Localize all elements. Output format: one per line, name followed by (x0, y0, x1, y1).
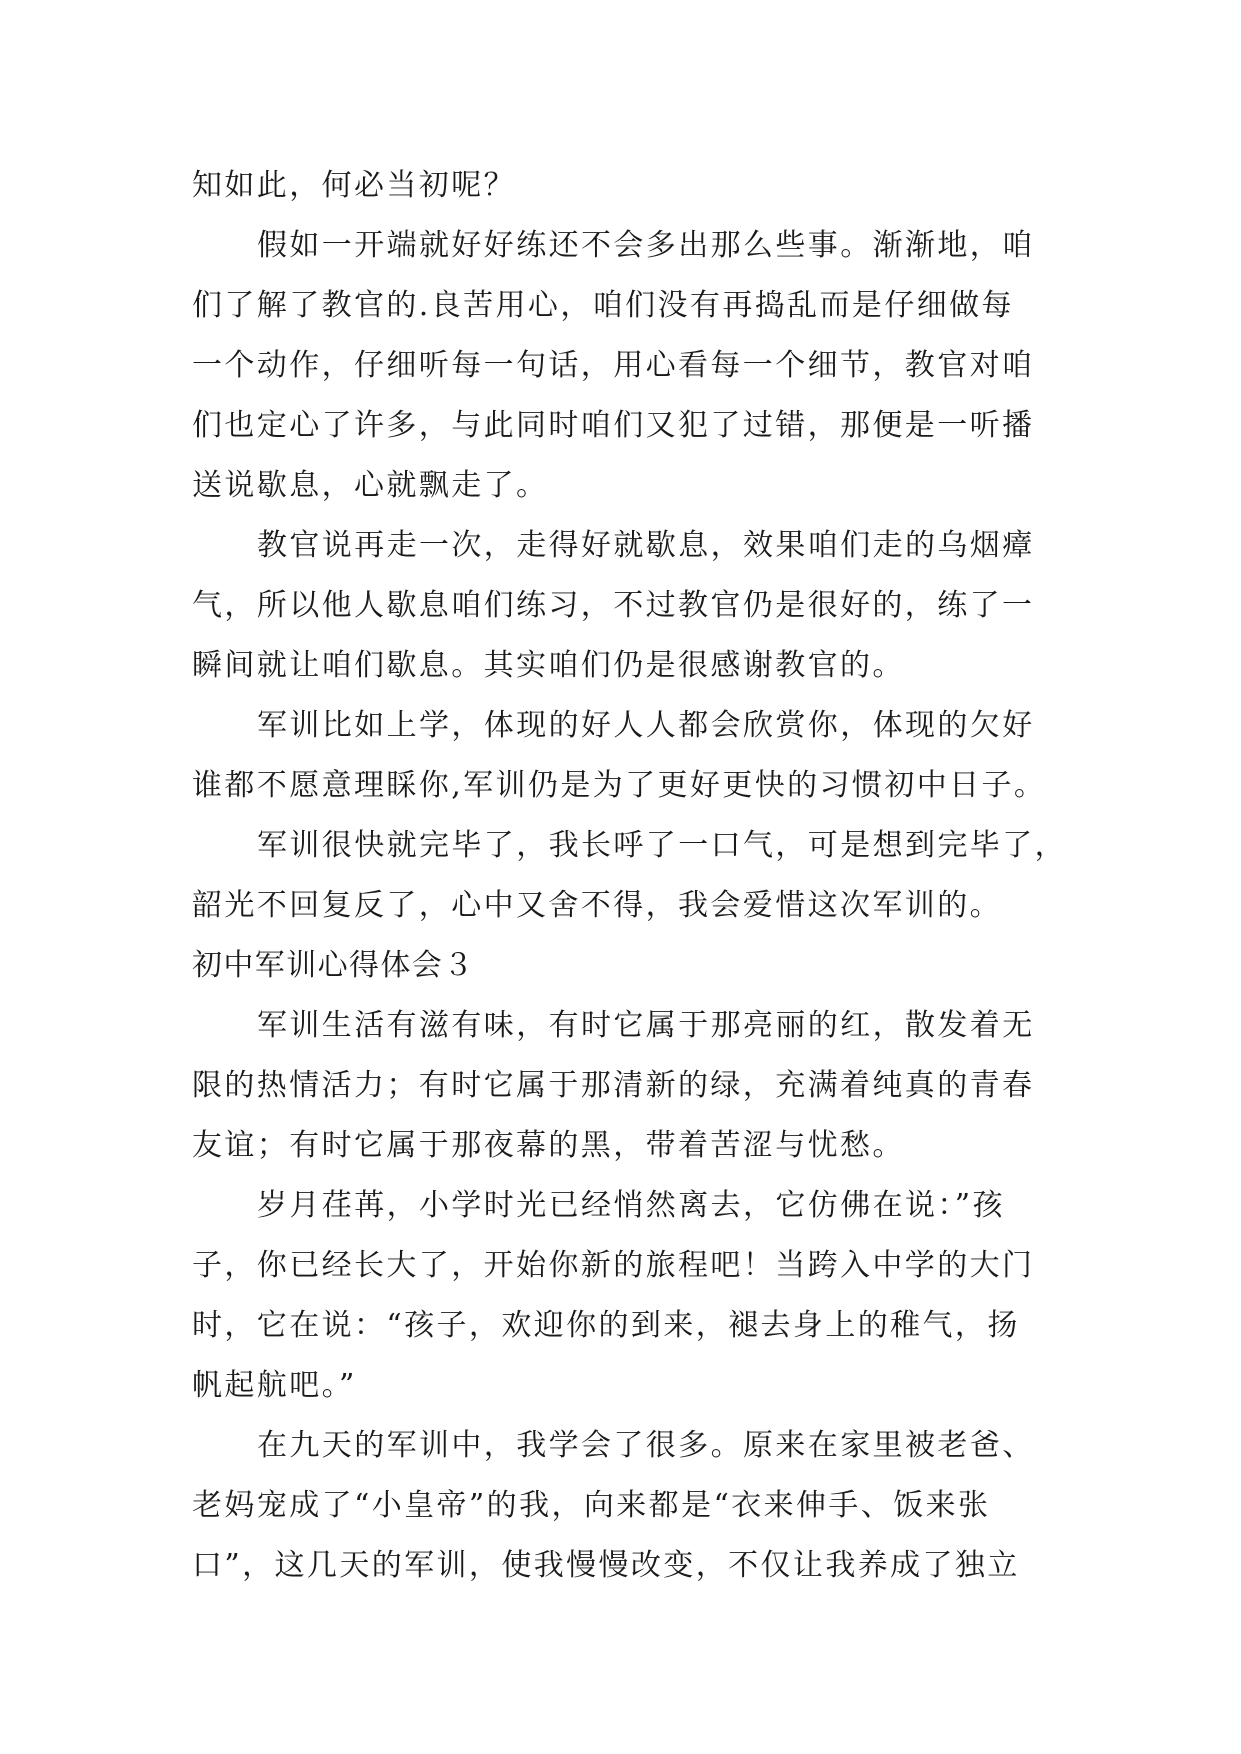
document-body (192, 156, 1067, 1596)
text-line: 气，所以他人歇息咱们练习，不过教官仍是很好的，练了一 (192, 588, 1035, 623)
text-line: 韶光不回复反了，心中又舍不得，我会爱惜这次军训的。 (192, 888, 1002, 923)
text-line: 一个动作，仔细听每一句话，用心看每一个细节，教官对咱 (192, 348, 1035, 383)
text-line: 友谊；有时它属于那夜幕的黑，带着苦涩与忧愁。 (192, 1128, 905, 1163)
text-line: 老妈宠成了“小皇帝”的我，向来都是“衣来伸手、饭来张 (192, 1488, 991, 1523)
text-line: 们也定心了许多，与此同时咱们又犯了过错，那便是一听播 (192, 408, 1035, 443)
text-line: 们了解了教官的.良苦用心，咱们没有再捣乱而是仔细做每 (192, 288, 1014, 323)
paragraph-start-line: 军训生活有滋有味，有时它属于那亮丽的红，散发着无 (257, 1008, 1035, 1043)
text-line: 帆起航吧。” (192, 1368, 357, 1403)
paragraph-start-line: 教官说再走一次，走得好就歇息，效果咱们走的乌烟瘴 (257, 528, 1035, 563)
text-line: 知如此，何必当初呢？ (192, 168, 516, 203)
section-heading: 初中军训心得体会３ (192, 948, 475, 983)
text-line: 送说歇息，心就飘走了。 (192, 468, 549, 503)
text-line: 口”，这几天的军训，使我慢慢改变，不仅让我养成了独立 (192, 1548, 1020, 1583)
paragraph-start-line: 军训很快就完毕了，我长呼了一口气，可是想到完毕了， (257, 828, 1067, 863)
paragraph-start-line: 军训比如上学，体现的好人人都会欣赏你，体现的欠好 (257, 708, 1035, 743)
text-line: 子，你已经长大了，开始你新的旅程吧！当跨入中学的大门 (192, 1248, 1035, 1283)
text-line: 限的热情活力；有时它属于那清新的绿，充满着纯真的青春 (192, 1068, 1035, 1103)
paragraph-start-line: 假如一开端就好好练还不会多出那么些事。渐渐地，咱 (257, 228, 1035, 263)
text-line: 谁都不愿意理睬你,军训仍是为了更好更快的习惯初中日子。 (192, 768, 1047, 803)
paragraph-start-line: 岁月荏苒，小学时光已经悄然离去，它仿佛在说：”孩 (257, 1188, 1005, 1223)
text-line: 时，它在说：“孩子，欢迎你的到来，褪去身上的稚气，扬 (192, 1308, 1020, 1343)
paragraph-start-line: 在九天的军训中，我学会了很多。原来在家里被老爸、 (257, 1428, 1035, 1463)
text-line: 瞬间就让咱们歇息。其实咱们仍是很感谢教官的。 (192, 648, 905, 683)
